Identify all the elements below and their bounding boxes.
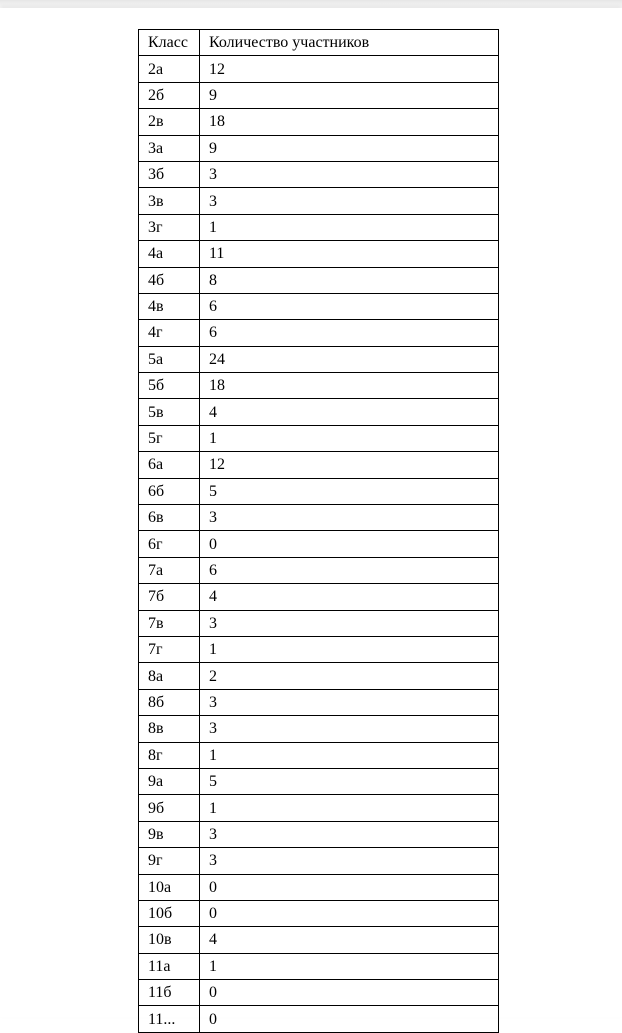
table-row — [139, 636, 499, 662]
table-row — [139, 452, 499, 478]
table-row — [139, 663, 499, 689]
cell-participants-count: 1 — [200, 953, 499, 979]
table-row — [139, 161, 499, 187]
cell-class: 3г — [139, 214, 200, 240]
table-row — [139, 610, 499, 636]
cell-participants-count: 9 — [200, 82, 499, 108]
cell-participants-count: 0 — [200, 1006, 499, 1032]
cell-participants-count: 4 — [200, 399, 499, 425]
cell-class: 5а — [139, 346, 200, 372]
cell-class: 6г — [139, 531, 200, 557]
cell-participants-count: 4 — [200, 584, 499, 610]
table-row — [139, 425, 499, 451]
cell-participants-count: 0 — [200, 531, 499, 557]
cell-class: 7г — [139, 636, 200, 662]
cell-participants-count: 4 — [200, 927, 499, 953]
table-row — [139, 373, 499, 399]
cell-class: 8в — [139, 716, 200, 742]
table-row — [139, 505, 499, 531]
participants-table — [138, 29, 499, 1033]
table-row — [139, 953, 499, 979]
cell-participants-count: 11 — [200, 241, 499, 267]
cell-class: 6в — [139, 505, 200, 531]
table-row — [139, 478, 499, 504]
cell-class: 4г — [139, 320, 200, 346]
header-participants-count: Количество участников — [200, 30, 499, 56]
cell-participants-count: 3 — [200, 161, 499, 187]
cell-participants-count: 3 — [200, 610, 499, 636]
cell-class: 5в — [139, 399, 200, 425]
cell-class: 9а — [139, 768, 200, 794]
table-row — [139, 56, 499, 82]
cell-class: 3а — [139, 135, 200, 161]
table-row — [139, 795, 499, 821]
cell-participants-count: 5 — [200, 768, 499, 794]
cell-class: 8б — [139, 689, 200, 715]
table-row — [139, 689, 499, 715]
cell-participants-count: 18 — [200, 109, 499, 135]
cell-class: 9б — [139, 795, 200, 821]
table-row — [139, 346, 499, 372]
table-row — [139, 399, 499, 425]
cell-class: 2в — [139, 109, 200, 135]
cell-participants-count: 0 — [200, 980, 499, 1006]
cell-class: 8а — [139, 663, 200, 689]
table-row — [139, 716, 499, 742]
cell-participants-count: 3 — [200, 689, 499, 715]
cell-participants-count: 3 — [200, 505, 499, 531]
cell-participants-count: 0 — [200, 874, 499, 900]
cell-class: 5б — [139, 373, 200, 399]
table-row — [139, 980, 499, 1006]
cell-class: 4б — [139, 267, 200, 293]
cell-class: 7а — [139, 557, 200, 583]
cell-class: 11б — [139, 980, 200, 1006]
table-row — [139, 267, 499, 293]
cell-class: 9г — [139, 848, 200, 874]
cell-participants-count: 1 — [200, 214, 499, 240]
cell-participants-count: 1 — [200, 795, 499, 821]
table-row — [139, 135, 499, 161]
table-row — [139, 188, 499, 214]
table-row — [139, 557, 499, 583]
table-row — [139, 848, 499, 874]
cell-participants-count: 12 — [200, 56, 499, 82]
cell-participants-count: 24 — [200, 346, 499, 372]
cell-participants-count: 3 — [200, 848, 499, 874]
cell-participants-count: 3 — [200, 188, 499, 214]
cell-participants-count: 2 — [200, 663, 499, 689]
cell-class: 6б — [139, 478, 200, 504]
cell-participants-count: 3 — [200, 716, 499, 742]
table-row — [139, 927, 499, 953]
cell-participants-count: 18 — [200, 373, 499, 399]
cell-class: 9в — [139, 821, 200, 847]
table-row — [139, 874, 499, 900]
cell-class: 10б — [139, 900, 200, 926]
cell-participants-count: 8 — [200, 267, 499, 293]
table-body — [139, 56, 499, 1032]
table-row — [139, 214, 499, 240]
cell-participants-count: 1 — [200, 742, 499, 768]
table-row — [139, 584, 499, 610]
cell-class: 10в — [139, 927, 200, 953]
table-row — [139, 821, 499, 847]
cell-class: 4в — [139, 293, 200, 319]
cell-class: 6а — [139, 452, 200, 478]
table-row — [139, 241, 499, 267]
table-row — [139, 900, 499, 926]
cell-participants-count: 6 — [200, 293, 499, 319]
cell-participants-count: 6 — [200, 320, 499, 346]
cell-class: 7б — [139, 584, 200, 610]
cell-class: 7в — [139, 610, 200, 636]
cell-participants-count: 1 — [200, 425, 499, 451]
cell-participants-count: 6 — [200, 557, 499, 583]
header-class: Класс — [139, 30, 200, 56]
cell-class: 2а — [139, 56, 200, 82]
cell-class: 3б — [139, 161, 200, 187]
table-row — [139, 109, 499, 135]
cell-participants-count: 5 — [200, 478, 499, 504]
cell-class: 3в — [139, 188, 200, 214]
cell-class: 4а — [139, 241, 200, 267]
table-row — [139, 531, 499, 557]
cell-class: 10а — [139, 874, 200, 900]
cell-participants-count: 3 — [200, 821, 499, 847]
cell-participants-count: 12 — [200, 452, 499, 478]
cell-class: 8г — [139, 742, 200, 768]
cell-participants-count: 0 — [200, 900, 499, 926]
table-row — [139, 82, 499, 108]
table-row — [139, 768, 499, 794]
cell-class: 11... — [139, 1006, 200, 1032]
table-header-row — [139, 30, 499, 56]
table-row — [139, 742, 499, 768]
cell-participants-count: 1 — [200, 636, 499, 662]
table-row — [139, 320, 499, 346]
cell-class: 2б — [139, 82, 200, 108]
cell-participants-count: 9 — [200, 135, 499, 161]
table-row — [139, 1006, 499, 1032]
cell-class: 11а — [139, 953, 200, 979]
cell-class: 5г — [139, 425, 200, 451]
table-row — [139, 293, 499, 319]
